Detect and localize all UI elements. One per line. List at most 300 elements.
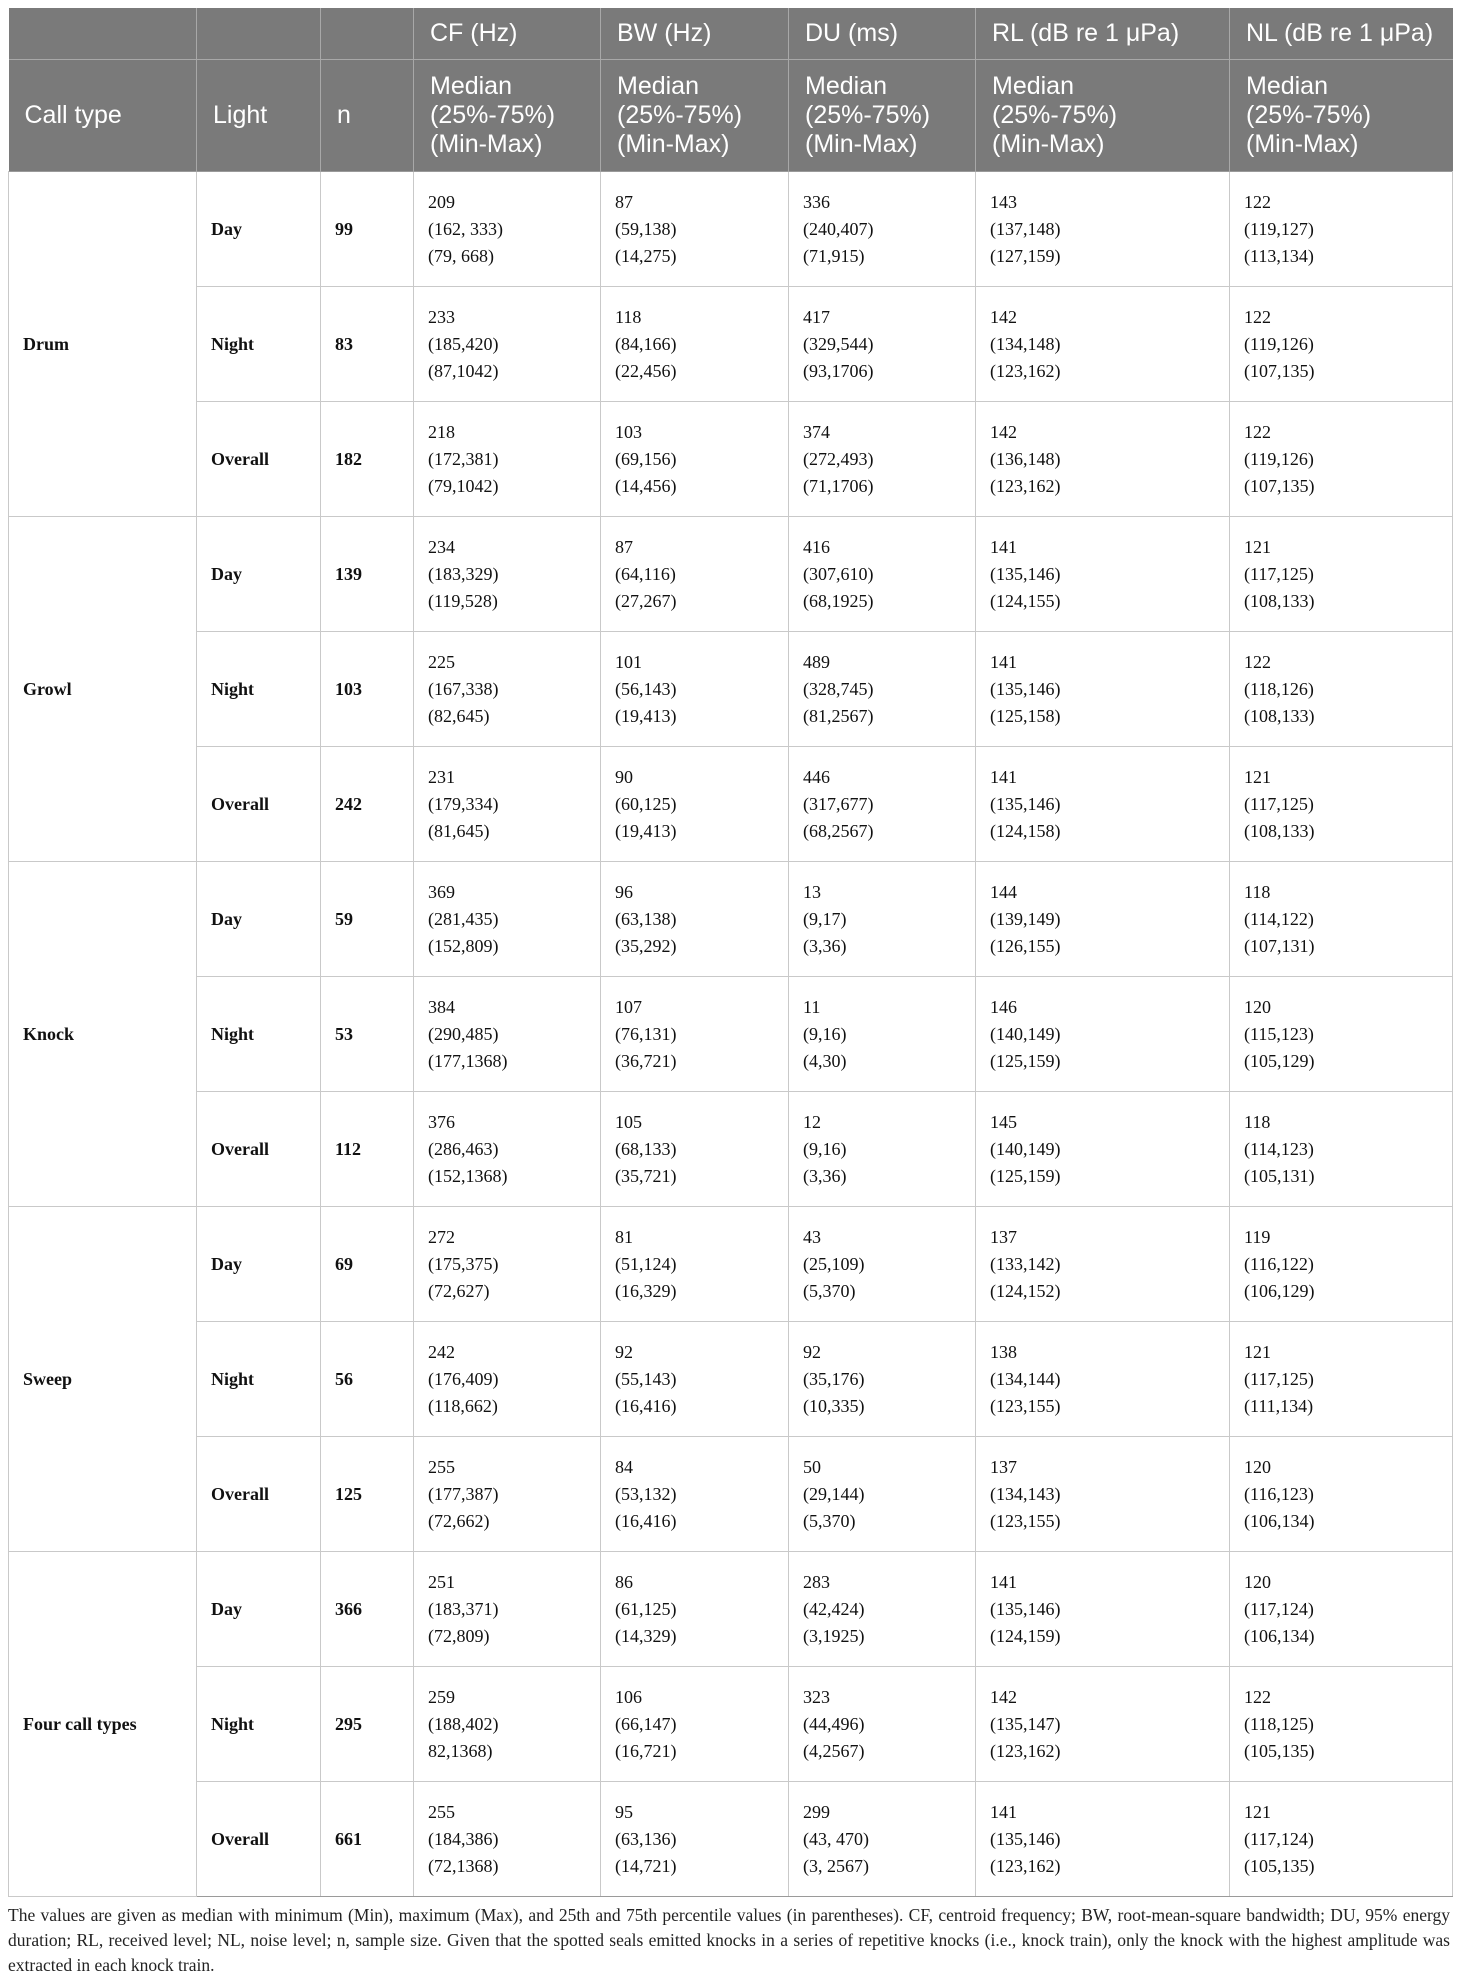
median-value: 50	[803, 1456, 821, 1477]
min-max-range: (87,1042)	[428, 360, 499, 381]
min-max-range: (72,1368)	[428, 1855, 499, 1876]
min-max-range: (152,809)	[428, 935, 499, 956]
median-value: 137	[990, 1226, 1017, 1247]
table-header	[9, 8, 1453, 172]
call-parameters-table	[8, 8, 1453, 1897]
table-row	[9, 1092, 1453, 1207]
min-max-range: (72,662)	[428, 1510, 490, 1531]
value-cell	[976, 747, 1230, 862]
median-value: 242	[428, 1341, 455, 1362]
header-param-name: NL (dB re 1 μPa)	[1230, 8, 1453, 60]
quartile-range: (135,146)	[990, 1828, 1061, 1849]
table-row	[9, 1207, 1453, 1322]
header-param-stat	[789, 60, 976, 172]
min-max-range: (107,135)	[1244, 360, 1315, 381]
quartile-range: (183,329)	[428, 563, 499, 584]
value-cell	[414, 1782, 601, 1897]
value-cell	[1230, 1092, 1453, 1207]
median-value: 122	[1244, 1686, 1271, 1707]
median-value: 138	[990, 1341, 1017, 1362]
sample-size-cell: 295	[321, 1667, 414, 1782]
value-cell	[976, 1552, 1230, 1667]
value-cell	[789, 402, 976, 517]
value-cell	[601, 1667, 789, 1782]
min-max-range: (108,133)	[1244, 820, 1315, 841]
header-stat-line: (Min-Max)	[805, 130, 918, 158]
min-max-range: (5,370)	[803, 1510, 856, 1531]
median-value: 323	[803, 1686, 830, 1707]
value-cell	[789, 1322, 976, 1437]
min-max-range: (118,662)	[428, 1395, 498, 1416]
median-value: 118	[1244, 1111, 1271, 1132]
header-stat-line: (Min-Max)	[992, 130, 1105, 158]
table-container	[8, 8, 1452, 1978]
header-stat-line: (25%-75%)	[805, 101, 931, 129]
header-param-name: DU (ms)	[789, 8, 976, 60]
median-value: 384	[428, 996, 455, 1017]
value-cell	[601, 1322, 789, 1437]
value-cell	[976, 402, 1230, 517]
median-value: 489	[803, 651, 830, 672]
value-cell	[1230, 402, 1453, 517]
quartile-range: (42,424)	[803, 1598, 865, 1619]
value-cell	[1230, 517, 1453, 632]
min-max-range: (68,2567)	[803, 820, 874, 841]
min-max-range: (105,135)	[1244, 1740, 1315, 1761]
table-row	[9, 1782, 1453, 1897]
table-footnote: The values are given as median with minimum (Min), maximum (Max), and 25th and 75th percentile values (in parentheses). CF, centroid frequency; BW, root-mean-square bandwidth; DU, 95% energy duration; RL, received level; NL, noise level; n, sample size. Given that the spotted seals emitted knocks in a series of repetitive knocks (i.e., knock train), only the knock with the highest amplitude was extracted in each knock train.	[8, 1905, 1450, 1975]
quartile-range: (167,338)	[428, 678, 499, 699]
median-value: 142	[990, 306, 1017, 327]
min-max-range: (119,528)	[428, 590, 498, 611]
quartile-range: (117,125)	[1244, 1368, 1314, 1389]
median-value: 122	[1244, 421, 1271, 442]
value-cell	[1230, 862, 1453, 977]
sample-size-cell: 182	[321, 402, 414, 517]
min-max-range: (106,134)	[1244, 1510, 1315, 1531]
quartile-range: (175,375)	[428, 1253, 499, 1274]
min-max-range: (124,152)	[990, 1280, 1061, 1301]
median-value: 255	[428, 1801, 455, 1822]
value-cell	[789, 1207, 976, 1322]
value-cell	[1230, 1437, 1453, 1552]
min-max-range: (124,155)	[990, 590, 1061, 611]
quartile-range: (66,147)	[615, 1713, 677, 1734]
median-value: 142	[990, 421, 1017, 442]
min-max-range: (14,721)	[615, 1855, 677, 1876]
quartile-range: (119,127)	[1244, 218, 1314, 239]
min-max-range: (16,721)	[615, 1740, 677, 1761]
median-value: 233	[428, 306, 455, 327]
header-n: n	[321, 60, 414, 172]
min-max-range: (125,158)	[990, 705, 1061, 726]
value-cell	[601, 517, 789, 632]
median-value: 122	[1244, 191, 1271, 212]
value-cell	[1230, 1552, 1453, 1667]
value-cell	[1230, 1322, 1453, 1437]
value-cell	[414, 1207, 601, 1322]
quartile-range: (286,463)	[428, 1138, 499, 1159]
value-cell	[976, 1207, 1230, 1322]
quartile-range: (134,148)	[990, 333, 1061, 354]
median-value: 120	[1244, 1456, 1271, 1477]
value-cell	[1230, 632, 1453, 747]
quartile-range: (117,124)	[1244, 1828, 1314, 1849]
header-stat-line: (Min-Max)	[430, 130, 543, 158]
quartile-range: (25,109)	[803, 1253, 865, 1274]
median-value: 369	[428, 881, 455, 902]
median-value: 283	[803, 1571, 830, 1592]
quartile-range: (56,143)	[615, 678, 677, 699]
value-cell	[414, 1667, 601, 1782]
median-value: 141	[990, 766, 1017, 787]
value-cell	[414, 402, 601, 517]
header-stat-line: (Min-Max)	[1246, 130, 1359, 158]
sample-size-cell: 56	[321, 1322, 414, 1437]
median-value: 81	[615, 1226, 633, 1247]
min-max-range: (72,627)	[428, 1280, 490, 1301]
value-cell	[789, 1437, 976, 1552]
median-value: 122	[1244, 651, 1271, 672]
light-cell: Overall	[197, 747, 321, 862]
quartile-range: (136,148)	[990, 448, 1061, 469]
value-cell	[1230, 747, 1453, 862]
value-cell	[601, 172, 789, 287]
quartile-range: (9,16)	[803, 1023, 847, 1044]
sample-size-cell: 69	[321, 1207, 414, 1322]
value-cell	[601, 1092, 789, 1207]
quartile-range: (328,745)	[803, 678, 874, 699]
value-cell	[789, 172, 976, 287]
table-row	[9, 632, 1453, 747]
median-value: 118	[1244, 881, 1271, 902]
min-max-range: (127,159)	[990, 245, 1061, 266]
light-cell: Overall	[197, 402, 321, 517]
value-cell	[789, 517, 976, 632]
min-max-range: (82,645)	[428, 705, 490, 726]
quartile-range: (116,123)	[1244, 1483, 1314, 1504]
min-max-range: (105,131)	[1244, 1165, 1315, 1186]
quartile-range: (135,146)	[990, 793, 1061, 814]
median-value: 43	[803, 1226, 821, 1247]
quartile-range: (140,149)	[990, 1023, 1061, 1044]
header-param-name: BW (Hz)	[601, 8, 789, 60]
quartile-range: (117,124)	[1244, 1598, 1314, 1619]
median-value: 146	[990, 996, 1017, 1017]
light-cell: Day	[197, 862, 321, 977]
min-max-range: 82,1368)	[428, 1740, 493, 1761]
quartile-range: (135,146)	[990, 563, 1061, 584]
quartile-range: (9,16)	[803, 1138, 847, 1159]
min-max-range: (113,134)	[1244, 245, 1314, 266]
table-row	[9, 517, 1453, 632]
median-value: 105	[615, 1111, 642, 1132]
quartile-range: (184,386)	[428, 1828, 499, 1849]
value-cell	[414, 632, 601, 747]
min-max-range: (108,133)	[1244, 705, 1315, 726]
header-row-stats	[9, 60, 1453, 172]
light-cell: Day	[197, 1552, 321, 1667]
min-max-range: (36,721)	[615, 1050, 677, 1071]
median-value: 446	[803, 766, 830, 787]
light-cell: Overall	[197, 1782, 321, 1897]
median-value: 218	[428, 421, 455, 442]
value-cell	[789, 977, 976, 1092]
median-value: 87	[615, 536, 633, 557]
min-max-range: (4,2567)	[803, 1740, 865, 1761]
median-value: 84	[615, 1456, 633, 1477]
table-row	[9, 862, 1453, 977]
light-cell: Overall	[197, 1092, 321, 1207]
median-value: 103	[615, 421, 642, 442]
value-cell	[601, 862, 789, 977]
table-row	[9, 402, 1453, 517]
quartile-range: (188,402)	[428, 1713, 499, 1734]
min-max-range: (123,162)	[990, 1855, 1061, 1876]
min-max-range: (27,267)	[615, 590, 677, 611]
min-max-range: (22,456)	[615, 360, 677, 381]
call-type-cell: Knock	[9, 862, 197, 1207]
value-cell	[601, 1207, 789, 1322]
median-value: 11	[803, 996, 821, 1017]
value-cell	[789, 632, 976, 747]
value-cell	[1230, 287, 1453, 402]
min-max-range: (10,335)	[803, 1395, 865, 1416]
value-cell	[601, 1552, 789, 1667]
value-cell	[414, 747, 601, 862]
median-value: 118	[615, 306, 642, 327]
min-max-range: (107,131)	[1244, 935, 1315, 956]
min-max-range: (106,129)	[1244, 1280, 1315, 1301]
quartile-range: (185,420)	[428, 333, 499, 354]
median-value: 141	[990, 651, 1017, 672]
median-value: 141	[990, 536, 1017, 557]
value-cell	[1230, 1667, 1453, 1782]
median-value: 107	[615, 996, 642, 1017]
quartile-range: (134,144)	[990, 1368, 1061, 1389]
call-type-cell: Drum	[9, 172, 197, 517]
header-stat-line: (25%-75%)	[617, 101, 743, 129]
quartile-range: (63,138)	[615, 908, 677, 929]
median-value: 209	[428, 191, 455, 212]
light-cell: Night	[197, 1322, 321, 1437]
header-call-type: Call type	[9, 60, 197, 172]
sample-size-cell: 99	[321, 172, 414, 287]
light-cell: Night	[197, 977, 321, 1092]
value-cell	[414, 172, 601, 287]
value-cell	[1230, 172, 1453, 287]
median-value: 144	[990, 881, 1017, 902]
min-max-range: (71,1706)	[803, 475, 874, 496]
value-cell	[1230, 977, 1453, 1092]
min-max-range: (124,159)	[990, 1625, 1061, 1646]
median-value: 142	[990, 1686, 1017, 1707]
value-cell	[976, 1092, 1230, 1207]
quartile-range: (179,334)	[428, 793, 499, 814]
quartile-range: (29,144)	[803, 1483, 865, 1504]
header-stat-line: Median	[617, 72, 699, 100]
header-param-stat	[1230, 60, 1453, 172]
value-cell	[414, 1322, 601, 1437]
value-cell	[976, 1782, 1230, 1897]
value-cell	[414, 862, 601, 977]
header-stat-line: Median	[430, 72, 512, 100]
quartile-range: (162, 333)	[428, 218, 503, 239]
min-max-range: (123,155)	[990, 1395, 1061, 1416]
quartile-range: (59,138)	[615, 218, 677, 239]
min-max-range: (125,159)	[990, 1050, 1061, 1071]
quartile-range: (51,124)	[615, 1253, 677, 1274]
min-max-range: (3,36)	[803, 935, 847, 956]
call-type-cell: Four call types	[9, 1552, 197, 1897]
sample-size-cell: 366	[321, 1552, 414, 1667]
median-value: 121	[1244, 1801, 1271, 1822]
median-value: 96	[615, 881, 633, 902]
value-cell	[414, 517, 601, 632]
light-cell: Night	[197, 287, 321, 402]
quartile-range: (84,166)	[615, 333, 677, 354]
min-max-range: (81,2567)	[803, 705, 874, 726]
quartile-range: (240,407)	[803, 218, 874, 239]
min-max-range: (19,413)	[615, 705, 677, 726]
median-value: 106	[615, 1686, 642, 1707]
median-value: 92	[615, 1341, 633, 1362]
min-max-range: (3,36)	[803, 1165, 847, 1186]
min-max-range: (4,30)	[803, 1050, 847, 1071]
quartile-range: (137,148)	[990, 218, 1061, 239]
quartile-range: (119,126)	[1244, 333, 1314, 354]
min-max-range: (152,1368)	[428, 1165, 508, 1186]
median-value: 122	[1244, 306, 1271, 327]
sample-size-cell: 125	[321, 1437, 414, 1552]
min-max-range: (106,134)	[1244, 1625, 1315, 1646]
min-max-range: (14,275)	[615, 245, 677, 266]
min-max-range: (107,135)	[1244, 475, 1315, 496]
min-max-range: (79, 668)	[428, 245, 494, 266]
value-cell	[414, 1092, 601, 1207]
value-cell	[789, 1667, 976, 1782]
median-value: 374	[803, 421, 830, 442]
min-max-range: (16,416)	[615, 1510, 677, 1531]
header-stat-line: Median	[805, 72, 887, 100]
min-max-range: (14,456)	[615, 475, 677, 496]
light-cell: Night	[197, 632, 321, 747]
median-value: 137	[990, 1456, 1017, 1477]
quartile-range: (116,122)	[1244, 1253, 1314, 1274]
min-max-range: (105,129)	[1244, 1050, 1315, 1071]
quartile-range: (133,142)	[990, 1253, 1061, 1274]
value-cell	[789, 1782, 976, 1897]
quartile-range: (172,381)	[428, 448, 499, 469]
quartile-range: (135,146)	[990, 678, 1061, 699]
value-cell	[976, 1437, 1230, 1552]
header-param-name: CF (Hz)	[414, 8, 601, 60]
quartile-range: (35,176)	[803, 1368, 865, 1389]
median-value: 259	[428, 1686, 455, 1707]
quartile-range: (329,544)	[803, 333, 874, 354]
median-value: 251	[428, 1571, 455, 1592]
min-max-range: (16,416)	[615, 1395, 677, 1416]
light-cell: Night	[197, 1667, 321, 1782]
median-value: 234	[428, 536, 455, 557]
quartile-range: (118,125)	[1244, 1713, 1314, 1734]
min-max-range: (93,1706)	[803, 360, 874, 381]
quartile-range: (307,610)	[803, 563, 874, 584]
quartile-range: (117,125)	[1244, 563, 1314, 584]
min-max-range: (19,413)	[615, 820, 677, 841]
value-cell	[601, 287, 789, 402]
table-row	[9, 1437, 1453, 1552]
median-value: 119	[1244, 1226, 1271, 1247]
median-value: 255	[428, 1456, 455, 1477]
median-value: 417	[803, 306, 830, 327]
quartile-range: (134,143)	[990, 1483, 1061, 1504]
quartile-range: (44,496)	[803, 1713, 865, 1734]
light-cell: Day	[197, 517, 321, 632]
header-empty-cell	[9, 8, 197, 60]
quartile-range: (272,493)	[803, 448, 874, 469]
median-value: 143	[990, 191, 1017, 212]
header-light: Light	[197, 60, 321, 172]
min-max-range: (123,162)	[990, 475, 1061, 496]
quartile-range: (290,485)	[428, 1023, 499, 1044]
min-max-range: (35,292)	[615, 935, 677, 956]
median-value: 101	[615, 651, 642, 672]
value-cell	[976, 1322, 1230, 1437]
min-max-range: (105,135)	[1244, 1855, 1315, 1876]
median-value: 121	[1244, 1341, 1271, 1362]
min-max-range: (108,133)	[1244, 590, 1315, 611]
quartile-range: (117,125)	[1244, 793, 1314, 814]
quartile-range: (118,126)	[1244, 678, 1314, 699]
call-type-cell: Sweep	[9, 1207, 197, 1552]
value-cell	[1230, 1207, 1453, 1322]
min-max-range: (126,155)	[990, 935, 1061, 956]
median-value: 12	[803, 1111, 821, 1132]
quartile-range: (53,132)	[615, 1483, 677, 1504]
sample-size-cell: 83	[321, 287, 414, 402]
median-value: 145	[990, 1111, 1017, 1132]
header-stat-line: Median	[1246, 72, 1328, 100]
value-cell	[976, 977, 1230, 1092]
quartile-range: (139,149)	[990, 908, 1061, 929]
median-value: 92	[803, 1341, 821, 1362]
quartile-range: (281,435)	[428, 908, 499, 929]
min-max-range: (177,1368)	[428, 1050, 508, 1071]
min-max-range: (125,159)	[990, 1165, 1061, 1186]
value-cell	[789, 862, 976, 977]
header-empty-cell	[321, 8, 414, 60]
quartile-range: (9,17)	[803, 908, 847, 929]
header-param-name: RL (dB re 1 μPa)	[976, 8, 1230, 60]
min-max-range: (14,329)	[615, 1625, 677, 1646]
quartile-range: (115,123)	[1244, 1023, 1314, 1044]
quartile-range: (140,149)	[990, 1138, 1061, 1159]
quartile-range: (43, 470)	[803, 1828, 869, 1849]
table-row	[9, 1552, 1453, 1667]
value-cell	[601, 632, 789, 747]
median-value: 120	[1244, 1571, 1271, 1592]
quartile-range: (68,133)	[615, 1138, 677, 1159]
median-value: 121	[1244, 536, 1271, 557]
min-max-range: (72,809)	[428, 1625, 490, 1646]
min-max-range: (35,721)	[615, 1165, 677, 1186]
median-value: 336	[803, 191, 830, 212]
min-max-range: (79,1042)	[428, 475, 499, 496]
value-cell	[1230, 1782, 1453, 1897]
value-cell	[601, 402, 789, 517]
value-cell	[976, 1667, 1230, 1782]
